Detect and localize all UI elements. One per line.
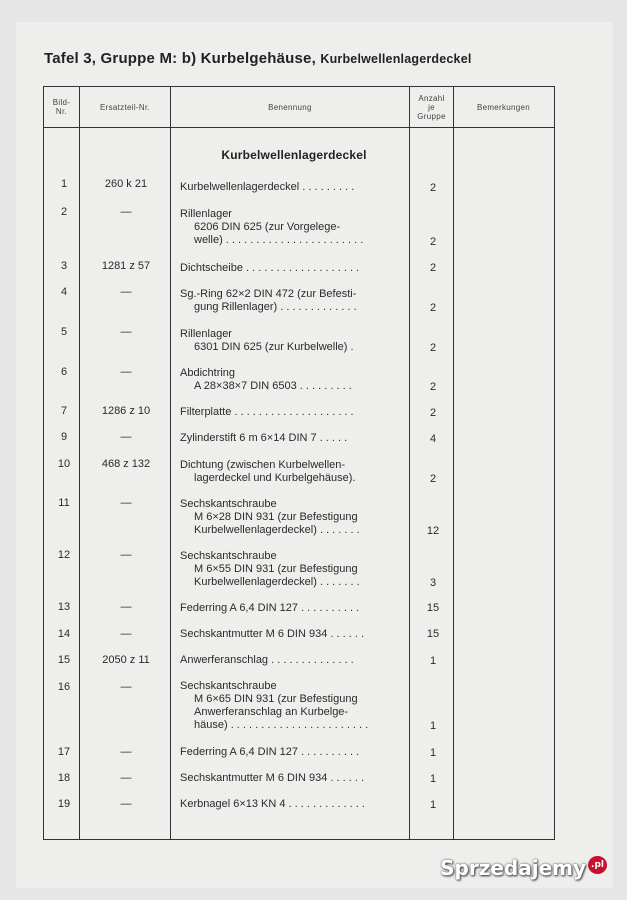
- title-sub: Kurbelwellenlagerdeckel: [320, 52, 472, 66]
- quantity: 2: [429, 381, 437, 393]
- row-number: 12: [57, 549, 71, 561]
- part-number: —: [120, 681, 132, 693]
- row-number: 10: [57, 458, 71, 470]
- header-ersatzteil-nr: Ersatzteil-Nr.: [100, 102, 150, 112]
- part-description: Zylinderstift 6 m 6×14 DIN 7 . . . . .: [180, 432, 348, 444]
- section-title: Kurbelwellenlagerdeckel: [221, 148, 367, 162]
- part-number: —: [120, 628, 132, 640]
- quantity: 2: [429, 236, 437, 248]
- row-number: 9: [60, 431, 68, 443]
- part-description: Dichtung (zwischen Kurbelwellen- lagerdeckel und Kurbelgehäuse).: [180, 459, 356, 484]
- page-title: [44, 50, 472, 67]
- part-description: Federring A 6,4 DIN 127 . . . . . . . . . .: [180, 602, 360, 614]
- row-number: 17: [57, 746, 71, 758]
- part-number: —: [120, 366, 132, 378]
- part-number: —: [120, 431, 132, 443]
- part-description: Abdichtring A 28×38×7 DIN 6503 . . . . . . . . .: [180, 367, 352, 392]
- quantity: 15: [426, 602, 440, 614]
- quantity: 2: [429, 302, 437, 314]
- part-number: 1281 z 57: [101, 260, 151, 272]
- quantity: 1: [429, 773, 437, 785]
- part-number: —: [120, 601, 132, 613]
- row-number: 6: [60, 366, 68, 378]
- part-description: Anwerferanschlag . . . . . . . . . . . . . .: [180, 654, 354, 666]
- part-description: Sechskantschraube M 6×65 DIN 931 (zur Befestigung Anwerferanschlag an Kurbelge- häuse) . . . . . . . . . . . . . . . . . . . . . . .: [180, 680, 369, 731]
- row-number: 7: [60, 405, 68, 417]
- header-bemerkungen: Bemerkungen: [476, 102, 531, 112]
- header-bild-nr: Bild- Nr.: [52, 98, 71, 116]
- quantity: 2: [429, 407, 437, 419]
- part-description: Dichtscheibe . . . . . . . . . . . . . . . . . . .: [180, 262, 360, 274]
- part-number: 468 z 132: [101, 458, 151, 470]
- title-main: Tafel 3, Gruppe M: b) Kurbelgehäuse,: [44, 50, 316, 67]
- part-description: Kerbnagel 6×13 KN 4 . . . . . . . . . . . . .: [180, 798, 365, 810]
- part-number: —: [120, 798, 132, 810]
- part-number: —: [120, 549, 132, 561]
- quantity: 2: [429, 262, 437, 274]
- quantity: 2: [429, 473, 437, 485]
- quantity: 3: [429, 577, 437, 589]
- quantity: 1: [429, 799, 437, 811]
- row-number: 1: [60, 178, 68, 190]
- part-description: Sg.-Ring 62×2 DIN 472 (zur Befesti- gung Rillenlager) . . . . . . . . . . . . .: [180, 288, 357, 313]
- quantity: 2: [429, 182, 437, 194]
- row-number: 13: [57, 601, 71, 613]
- header-anzahl: Anzahl je Gruppe: [417, 93, 446, 121]
- row-number: 15: [57, 654, 71, 666]
- site-watermark-logo: Sprzedajemy .pl: [440, 856, 607, 880]
- quantity: 1: [429, 747, 437, 759]
- quantity: 15: [426, 628, 440, 640]
- part-number: —: [120, 746, 132, 758]
- part-description: Sechskantschraube M 6×55 DIN 931 (zur Befestigung Kurbelwellenlagerdeckel) . . . . . . .: [180, 550, 360, 588]
- quantity: 2: [429, 342, 437, 354]
- row-number: 11: [58, 497, 70, 509]
- row-number: 16: [57, 681, 71, 693]
- part-number: 1286 z 10: [101, 405, 151, 417]
- row-number: 4: [60, 286, 68, 298]
- part-number: —: [120, 772, 132, 784]
- row-number: 14: [57, 628, 71, 640]
- part-description: Sechskantmutter M 6 DIN 934 . . . . . .: [180, 628, 365, 640]
- quantity: 1: [429, 720, 437, 732]
- part-description: Rillenlager 6301 DIN 625 (zur Kurbelwelle) .: [180, 328, 354, 353]
- header-benennung: Benennung: [268, 102, 312, 112]
- quantity: 1: [429, 655, 437, 667]
- row-number: 5: [60, 326, 68, 338]
- part-description: Sechskantschraube M 6×28 DIN 931 (zur Befestigung Kurbelwellenlagerdeckel) . . . . . . .: [180, 498, 360, 536]
- part-number: —: [120, 286, 132, 298]
- part-number: 2050 z 11: [102, 654, 150, 666]
- quantity: 4: [429, 433, 437, 445]
- row-number: 3: [60, 260, 68, 272]
- part-description: Rillenlager 6206 DIN 625 (zur Vorgelege- welle) . . . . . . . . . . . . . . . . . . . . . . .: [180, 208, 364, 246]
- row-number: 2: [60, 206, 68, 218]
- part-description: Federring A 6,4 DIN 127 . . . . . . . . . .: [180, 746, 360, 758]
- row-number: 19: [57, 798, 71, 810]
- part-description: Sechskantmutter M 6 DIN 934 . . . . . .: [180, 772, 365, 784]
- part-number: —: [120, 206, 132, 218]
- part-number: —: [120, 497, 132, 509]
- column-divider: [409, 87, 410, 839]
- row-number: 18: [57, 772, 71, 784]
- part-description: Filterplatte . . . . . . . . . . . . . . . . . . . .: [180, 406, 354, 418]
- part-description: Kurbelwellenlagerdeckel . . . . . . . . .: [180, 181, 355, 193]
- quantity: 12: [426, 525, 440, 537]
- part-number: 260 k 21: [104, 178, 148, 190]
- part-number: —: [120, 326, 132, 338]
